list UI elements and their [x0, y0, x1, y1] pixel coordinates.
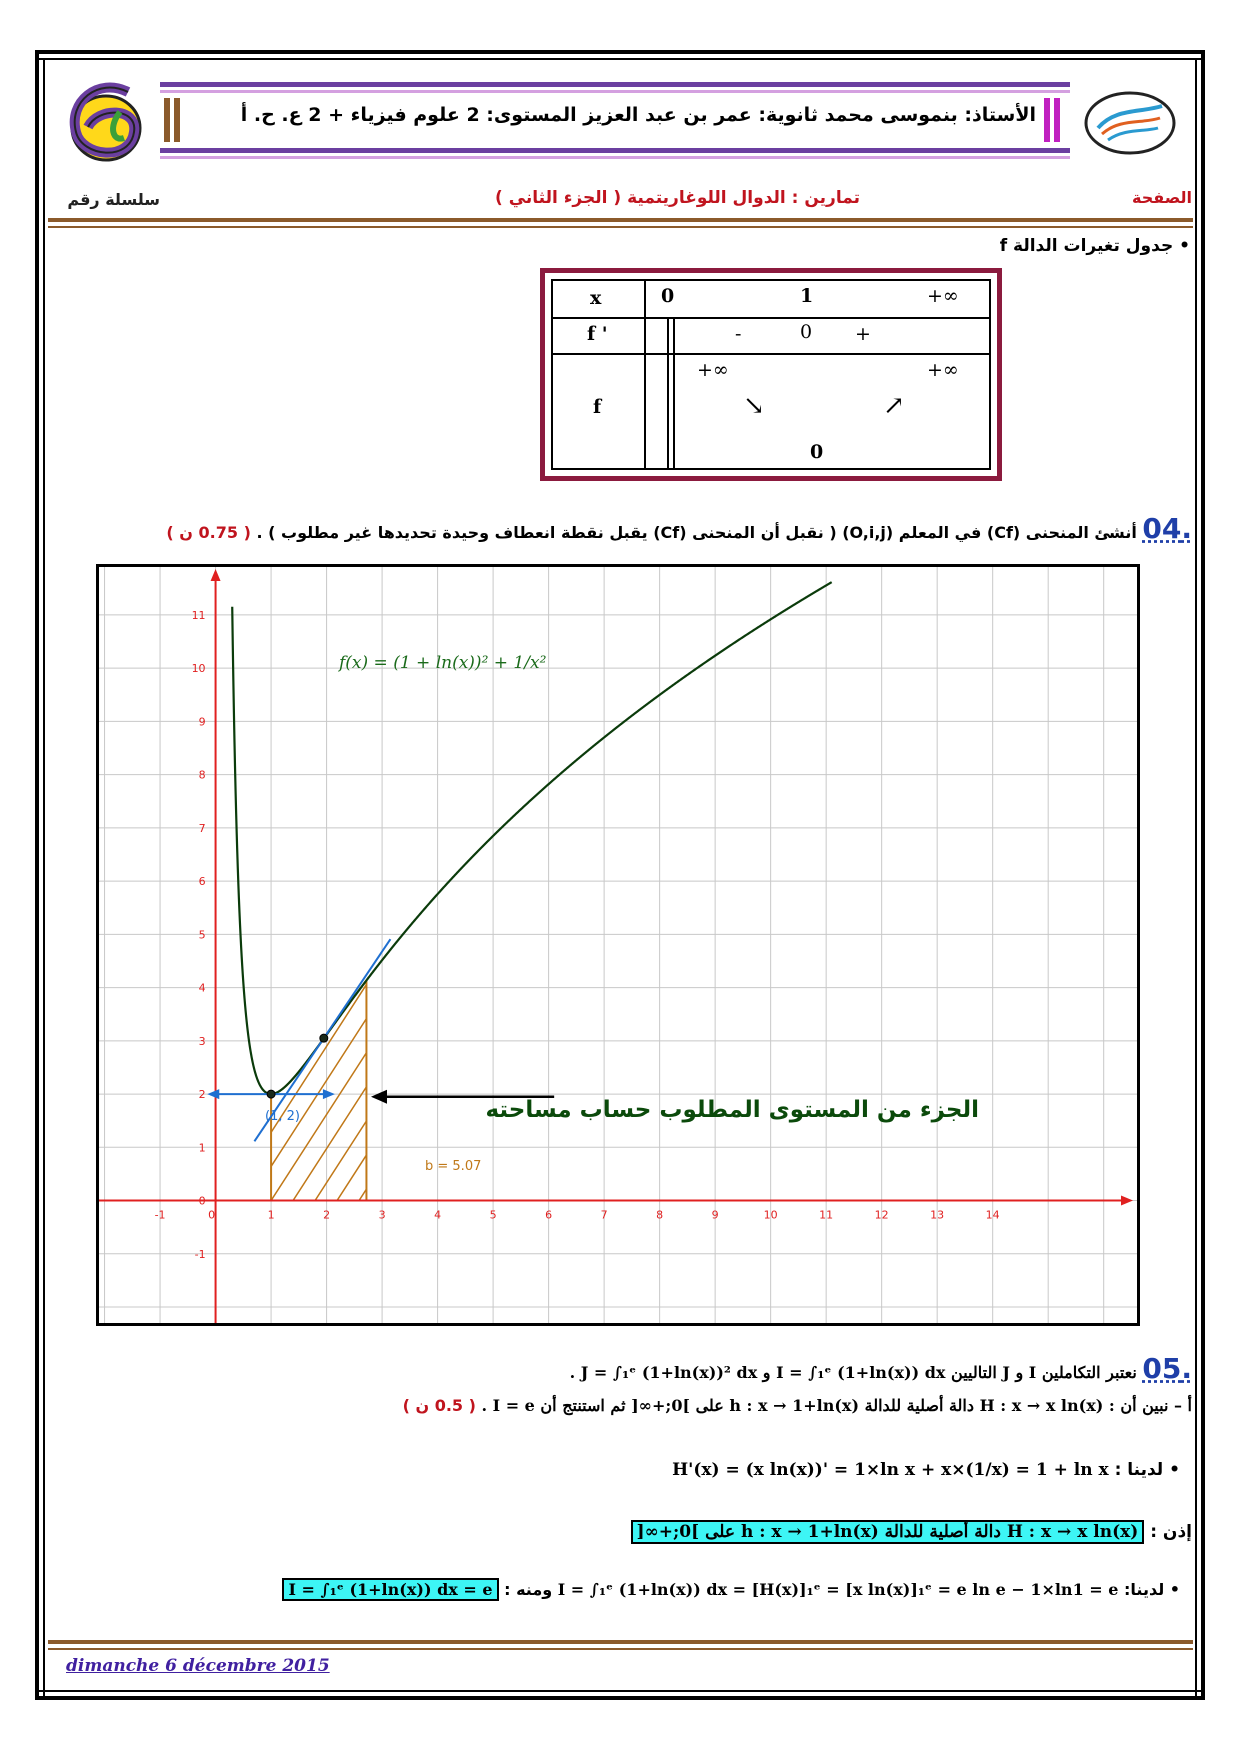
calc-label: لدينا: [1124, 1580, 1165, 1599]
row-f-label: f [593, 396, 602, 418]
x-tick-label: 0 [208, 1208, 216, 1222]
arrow-up-icon: ↗ [883, 391, 905, 421]
conclusion-box: H : x → x ln(x) دالة أصلية للدالة h : x → 1+ln(x) على ]0;+∞[ [631, 1520, 1145, 1544]
bullet-dot-2: • [1163, 1460, 1180, 1480]
x-tick-label: 7 [600, 1208, 608, 1222]
y-tick-label: -1 [194, 1247, 206, 1261]
annotation-arrow-icon [371, 1090, 387, 1104]
row-x-label: x [590, 287, 602, 309]
series-logo [58, 72, 153, 167]
header-title: الأستاذ: بنموسى محمد ثانوية: عمر بن عبد العزيز المستوى: 2 علوم فيزياء + 2 ع. ح. أ [240, 104, 1036, 126]
exercise5-number: .05 [1142, 1352, 1192, 1385]
left-border-inner [43, 58, 45, 1698]
y-tick-label: 6 [198, 875, 206, 889]
exercise5-intro-line [60, 1352, 1192, 1385]
function-chart [99, 567, 1137, 1323]
y-tick-label: 7 [198, 821, 206, 835]
right-border [1201, 50, 1205, 1700]
tangent-arrow-left-icon [207, 1089, 219, 1099]
y-tick-label: 5 [198, 928, 206, 942]
formula-label: f(x) = (1 + ln(x))² + 1/x² [339, 653, 547, 673]
fp-zero: 0 [800, 321, 813, 343]
x-value-inf: +∞ [927, 285, 959, 307]
y-tick-label: 3 [198, 1034, 206, 1048]
calc-then: ومنه : [504, 1580, 553, 1599]
chart-frame [96, 564, 1140, 1326]
right-border-inner [1195, 58, 1197, 1698]
top-border-inner [35, 58, 1205, 60]
integral-calc: I = ∫₁ᵉ (1+ln(x)) dx = [H(x)]₁ᵉ = [x ln(x)]₁ᵉ = e ln e − 1×ln1 = e [557, 1580, 1119, 1599]
left-border [35, 50, 39, 1700]
conclusion-line [60, 1522, 1192, 1542]
y-tick-label: 2 [198, 1088, 206, 1102]
derivative-line [60, 1460, 1180, 1480]
part-a-text: أ – نبين أن : H : x → x ln(x) دالة أصلية للدالة h : x → 1+ln(x) على ]0;+∞[ ثم استنتج أن I = e . [481, 1396, 1192, 1415]
y-tick-label: 0 [198, 1194, 206, 1208]
bullet-dot-3: • [1164, 1580, 1180, 1599]
x-tick-label: 5 [489, 1208, 497, 1222]
header-banner [160, 82, 1070, 160]
x-axis-arrow-icon [1121, 1196, 1133, 1206]
bullet-dot: • [1173, 236, 1190, 256]
tangent-arrow-right-icon [323, 1089, 335, 1099]
x-tick-label: 13 [930, 1208, 945, 1222]
y-tick-label: 4 [198, 981, 206, 995]
f-right-limit: +∞ [927, 359, 959, 381]
curve-point [320, 1034, 328, 1042]
variation-title: جدول تغيرات الدالة f [999, 236, 1174, 256]
x-tick-label: 11 [819, 1208, 834, 1222]
y-tick-label: 1 [198, 1141, 206, 1155]
section-divider-2 [48, 226, 1193, 228]
y-tick-label: 8 [198, 768, 206, 782]
exercise5-intro: نعتبر التكاملين I و J التاليين I = ∫₁ᵉ (1+ln(x)) dx و J = ∫₁ᵉ (1+ln(x))² dx . [569, 1363, 1137, 1382]
footer-divider [48, 1640, 1193, 1644]
top-border [35, 50, 1205, 54]
point-label: (1, 2) [265, 1109, 300, 1124]
variation-table [540, 268, 1002, 481]
x-tick-label: 4 [434, 1208, 442, 1222]
y-tick-label: 10 [191, 662, 206, 676]
school-logo [1080, 88, 1180, 158]
row-fp-label: f ' [587, 323, 608, 345]
exercise4-text: أنشئ المنحنى (Cf) في المعلم (O,i,j) ( نقبل أن المنحنى (Cf) يقبل نقطة انعطاف وحيدة تحديدها غير مطلوب ) . [256, 523, 1137, 542]
x-tick-label: 6 [545, 1208, 553, 1222]
part-a-points: ( 0.5 ن ) [402, 1396, 476, 1415]
x-tick-label: 14 [985, 1208, 1000, 1222]
topic-title: تمارين : الدوال اللوغاريتمية ( الجزء الثاني ) [495, 188, 860, 208]
x-tick-label: 9 [711, 1208, 719, 1222]
y-tick-label: 11 [191, 608, 206, 622]
variation-bullet [700, 236, 1190, 256]
x-tick-label: 3 [378, 1208, 386, 1222]
area-annotation: الجزء من المستوى المطلوب حساب مساحته [485, 1097, 979, 1123]
x-value-0: 0 [661, 285, 675, 307]
deriv-label: لدينا : [1114, 1460, 1164, 1480]
exercise4-number: .04 [1142, 512, 1192, 545]
f-minimum: 0 [810, 441, 824, 463]
integral-line [52, 1580, 1180, 1599]
curve-point [267, 1090, 275, 1098]
series-label: سلسلة رقم [67, 190, 160, 209]
x-tick-label: -1 [154, 1208, 166, 1222]
x-tick-label: 10 [763, 1208, 778, 1222]
fp-sign-minus: - [735, 323, 742, 345]
footer-divider-2 [48, 1648, 1193, 1650]
f-left-limit: +∞ [697, 359, 729, 381]
derivative-formula: H'(x) = (x ln(x))' = 1×ln x + x×(1/x) = 1 + ln x [672, 1460, 1109, 1480]
exercise4-line [60, 512, 1192, 545]
x-tick-label: 12 [874, 1208, 889, 1222]
fp-sign-plus: + [855, 323, 871, 345]
page-label: الصفحة [1131, 188, 1192, 207]
exercise5-part-a [60, 1396, 1192, 1415]
x-tick-label: 1 [267, 1208, 275, 1222]
bottom-border-inner [35, 1690, 1205, 1692]
footer-date: dimanche 6 décembre 2015 [66, 1656, 330, 1676]
section-divider [48, 218, 1193, 222]
conclusion-label: إذن : [1150, 1522, 1192, 1542]
y-axis-arrow-icon [211, 569, 221, 581]
exercise4-points: ( 0.75 ن ) [166, 523, 251, 542]
result-box: I = ∫₁ᵉ (1+ln(x)) dx = e [282, 1578, 498, 1601]
y-tick-label: 9 [198, 715, 206, 729]
x-tick-label: 8 [656, 1208, 664, 1222]
b-label: b = 5.07 [425, 1159, 482, 1174]
x-tick-label: 2 [323, 1208, 331, 1222]
bottom-border [35, 1696, 1205, 1700]
x-value-1: 1 [800, 285, 814, 307]
arrow-down-icon: ↘ [743, 391, 765, 421]
shaded-region-outline [271, 980, 366, 1200]
